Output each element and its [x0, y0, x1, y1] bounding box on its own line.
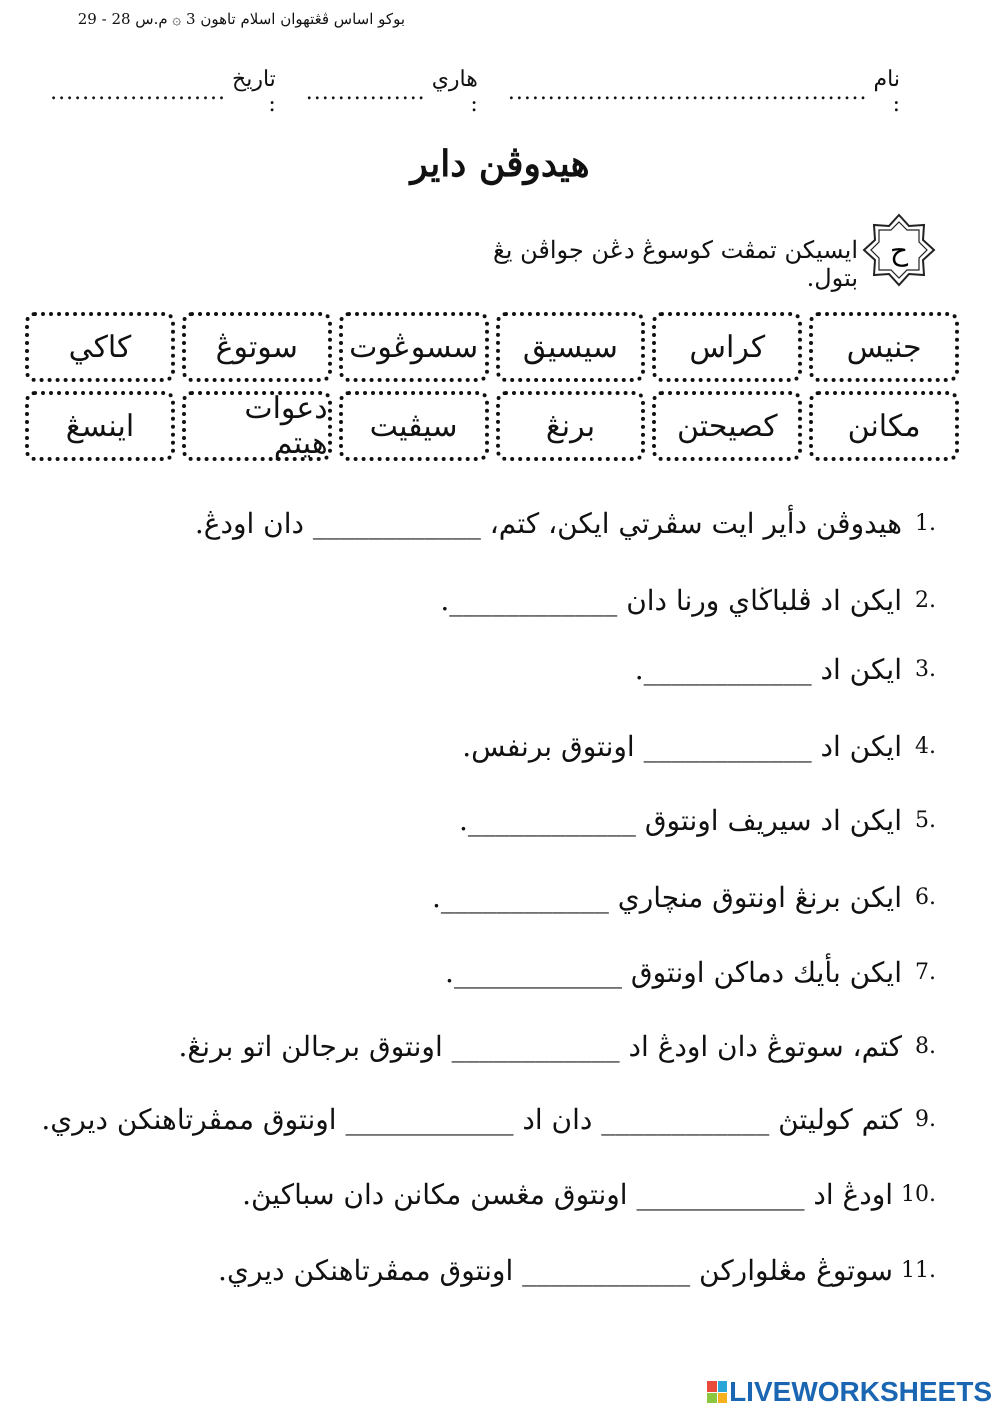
word-bank-item: کراس — [652, 312, 802, 382]
question-number: 3. — [915, 656, 936, 682]
page-title: هيدوڤن داير — [410, 143, 590, 185]
day-field[interactable]: ............... — [305, 79, 426, 105]
question-6 — [70, 871, 936, 923]
liveworksheets-logo — [707, 1376, 992, 1408]
question-3 — [70, 643, 936, 695]
word-bank-item: جنيس — [809, 312, 959, 382]
question-number: 4. — [915, 733, 936, 759]
word-bank-item: کصيحتن — [652, 391, 802, 461]
date-label: تاريخ : — [232, 67, 276, 117]
word-bank-item: کاکي — [25, 312, 175, 382]
word-bank-item: سيسيق — [496, 312, 646, 382]
question-number: 11. — [901, 1257, 936, 1283]
word-bank-item: سوتوڠ — [182, 312, 332, 382]
question-text[interactable]: کتم کوليتڽ ____________ دان اد ____________ اونتوق ممڤرتاهنکن ديري. — [41, 1102, 902, 1136]
question-number: 10. — [901, 1181, 936, 1207]
date-field[interactable]: ...................... — [50, 79, 226, 105]
question-text[interactable]: ايکن برنڠ اونتوق منچاري ____________. — [431, 880, 902, 914]
brand-text: LIVEWORKSHEETS — [729, 1376, 992, 1407]
question-1 — [70, 497, 936, 549]
name-label: نام : — [873, 67, 900, 117]
question-number: 9. — [915, 1106, 936, 1132]
question-number: 6. — [915, 884, 936, 910]
question-text[interactable]: هيدوڤن دأير ايت سڤرتي ايکن، کتم، ____________ دان اودڠ. — [194, 506, 902, 540]
question-text[interactable]: ايکن اد ڤلباڬاي ورنا دان ____________. — [440, 583, 902, 617]
word-bank-item: برنڠ — [496, 391, 646, 461]
question-number: 1. — [915, 510, 936, 536]
brand-logo-icon — [707, 1381, 727, 1403]
question-9 — [41, 1093, 936, 1145]
question-number: 8. — [915, 1033, 936, 1059]
name-field[interactable]: ............................................. — [507, 79, 868, 105]
question-text[interactable]: ايکن بأيك دماکن اونتوق ____________. — [445, 955, 902, 989]
page-header: بوکو اساس ڤڠتهوان اسلام تاهون 3 ۞ م.س 28 - 29 — [77, 10, 405, 28]
question-8 — [70, 1020, 936, 1072]
word-bank-item: اينسڠ — [25, 391, 175, 461]
question-text[interactable]: کتم، سوتوڠ دان اودڠ اد ____________ اونتوق برجالن اتو برنڠ. — [178, 1029, 902, 1063]
word-bank-item: مکانن — [809, 391, 959, 461]
question-text[interactable]: ايکن اد ____________. — [634, 652, 902, 686]
question-number: 2. — [915, 587, 936, 613]
question-11 — [70, 1244, 936, 1296]
question-text[interactable]: ايکن اد ____________ اونتوق برنفس. — [462, 729, 902, 763]
word-bank-item: سسوڠوت — [339, 312, 489, 382]
question-number: 5. — [915, 807, 936, 833]
instruction-text: ايسيکن تمڤت کوسوڠ دڠن جواڤن يڠ بتول. — [493, 236, 858, 292]
student-info-row — [50, 67, 900, 117]
word-bank — [25, 312, 959, 461]
word-bank-item: سيڤيت — [339, 391, 489, 461]
question-text[interactable]: اودڠ اد ____________ اونتوق مڠسن مکانن دان سباکيڽ. — [242, 1177, 893, 1211]
question-7 — [70, 946, 936, 998]
section-letter: ح — [889, 234, 909, 267]
question-text[interactable]: ايکن اد سيريف اونتوق ____________. — [459, 803, 902, 837]
word-bank-item: دعوات هيتم — [182, 391, 332, 461]
question-number: 7. — [915, 959, 936, 985]
question-text[interactable]: سوتوڠ مڠلوارکن ____________ اونتوق ممڤرتاهنکن ديري. — [218, 1253, 893, 1287]
section-star-icon — [862, 213, 936, 287]
day-label: هاري : — [431, 67, 478, 117]
question-4 — [70, 720, 936, 772]
question-10 — [70, 1168, 936, 1220]
question-2 — [70, 574, 936, 626]
question-5 — [70, 794, 936, 846]
